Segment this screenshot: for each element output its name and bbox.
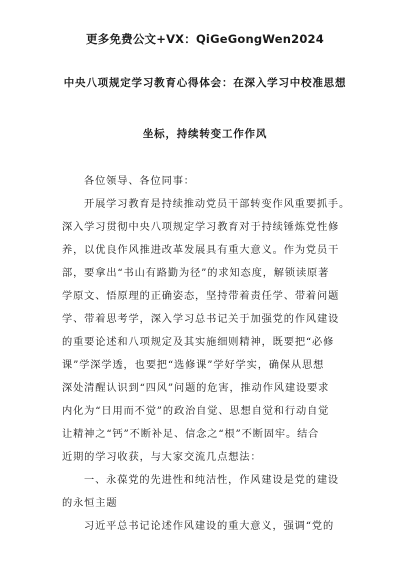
paragraph-1-line: 深处清醒认识到“四风”问题的危害，推动作风建设要求 [62, 383, 330, 394]
paragraph-1-line: 养，以优良作风推进改革发展具有重大意义。作为党员干 [62, 245, 340, 256]
section-1-heading-line: 的永恒主题 [62, 498, 118, 509]
paragraph-1-line: 让精神之“钙”不断补足、信念之“根”不断固牢。结合 [62, 429, 320, 440]
document-title-line-1: 中央八项规定学习教育心得体会：在深入学习中校准思想 [63, 77, 347, 89]
paragraph-1-line: 学、带着思考学，深入学习总书记关于加强党的作风建设 [62, 314, 340, 325]
paragraph-1-line: 部，要拿出“书山有路勤为径”的求知态度，解锁读原著 [62, 268, 330, 279]
watermark-text: 更多免费公文+VX：QiGeGongWen2024 [86, 32, 324, 46]
paragraph-1-line: 深入学习贯彻中央八项规定学习教育对于持续锤炼党性修 [62, 222, 340, 233]
paragraph-1-line: 开展学习教育是持续推动党员干部转变作风重要抓手。 [84, 199, 351, 210]
paragraph-1-line: 的重要论述和八项规定及其实施细则精神，既要把“必修 [62, 337, 335, 348]
greeting: 各位领导、各位同事： [84, 176, 195, 187]
paragraph-1-line: 内化为“日用而不觉”的政治自觉、思想自觉和行动自觉 [62, 406, 330, 417]
paragraph-1-line: 学原文、悟原理的正确姿态，坚持带着责任学、带着问题 [62, 291, 340, 302]
document-body [62, 170, 352, 538]
paragraph-2-line: 习近平总书记论述作风建设的重大意义，强调“党的 [84, 521, 335, 532]
document-title-line-2: 坐标，持续转变工作作风 [142, 128, 268, 140]
section-1-heading-line: 一、永葆党的先进性和纯洁性，作风建设是党的建设 [84, 475, 340, 486]
paragraph-1-line: 近期的学习收获，与大家交流几点想法： [62, 452, 262, 463]
paragraph-1-line: 课”学深学透，也要把“选修课”学好学实，确保从思想 [62, 360, 325, 371]
